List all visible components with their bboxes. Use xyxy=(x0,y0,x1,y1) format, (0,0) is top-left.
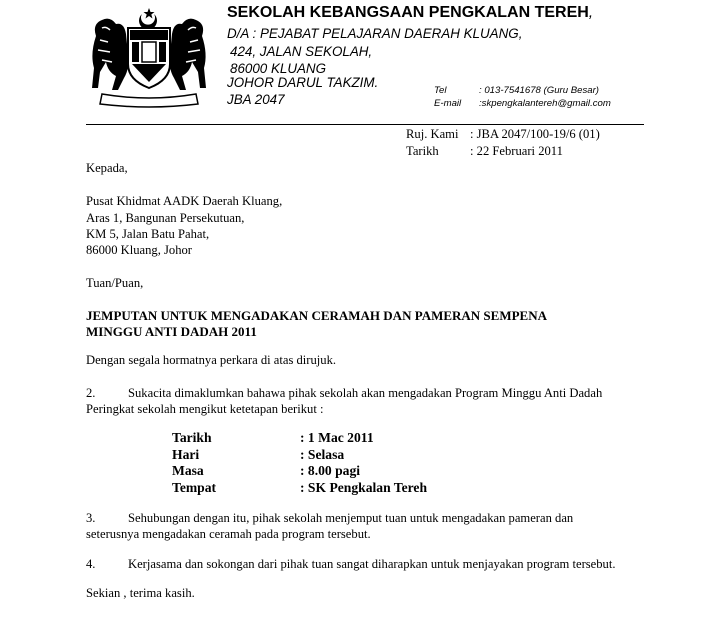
paragraph-2-line-1 xyxy=(86,386,602,401)
recipient-line-1: Pusat Khidmat AADK Daerah Kluang, xyxy=(86,194,283,208)
detail-label: Masa xyxy=(172,463,204,478)
paragraph-3-text-1: Sehubungan dengan itu, pihak sekolah menjemput tuan untuk mengadakan pameran dan xyxy=(128,511,574,525)
opening-sentence: Dengan segala hormatnya perkara di atas dirujuk. xyxy=(86,353,337,367)
reference-tarikh xyxy=(406,144,563,159)
kepada-label: Kepada, xyxy=(86,161,128,175)
tarikh-value: : 22 Februari 2011 xyxy=(470,144,563,158)
detail-row-masa xyxy=(172,463,360,479)
coat-of-arms-logo xyxy=(88,6,210,110)
email-label: E-mail xyxy=(434,98,462,109)
letterhead-address-line-3: 86000 KLUANG xyxy=(230,61,327,76)
email-value: :skpengkalantereh@gmail.com xyxy=(479,98,611,109)
paragraph-2-text-1: Sukacita dimaklumkan bahawa pihak sekolah akan mengadakan Program Minggu Anti Dadah xyxy=(128,386,603,400)
recipient-line-2: Aras 1, Bangunan Persekutuan, xyxy=(86,211,245,225)
school-name xyxy=(227,4,593,22)
tel-value: : 013-7541678 (Guru Besar) xyxy=(479,85,599,96)
recipient-line-4: 86000 Kluang, Johor xyxy=(86,243,192,257)
closing: Sekian , terima kasih. xyxy=(86,586,195,600)
detail-value: : Selasa xyxy=(300,447,345,462)
letterhead-address-line-2: 424, JALAN SEKOLAH, xyxy=(230,44,373,59)
paragraph-4-text-1: Kerjasama dan sokongan dari pihak tuan sangat diharapkan untuk menjayakan program tersebut. xyxy=(128,557,616,571)
school-name-comma: , xyxy=(588,4,594,21)
detail-value: : SK Pengkalan Tereh xyxy=(300,480,428,495)
letterhead-address-line-1: D/A : PEJABAT PELAJARAN DAERAH KLUANG, xyxy=(227,26,523,41)
greeting: Tuan/Puan, xyxy=(86,276,144,290)
reference-ruj xyxy=(406,127,600,142)
paragraph-2-line-2: Peringkat sekolah mengikut ketetapan berikut : xyxy=(86,402,324,416)
ruj-value: : JBA 2047/100-19/6 (01) xyxy=(470,127,600,141)
school-name-text: SEKOLAH KEBANGSAAN PENGKALAN TEREH xyxy=(227,4,589,21)
paragraph-2-number: 2. xyxy=(86,386,96,400)
paragraph-4-line-1 xyxy=(86,557,616,572)
detail-label: Tarikh xyxy=(172,430,212,445)
tel-line xyxy=(434,85,599,96)
recipient-line-3: KM 5, Jalan Batu Pahat, xyxy=(86,227,210,241)
detail-value: : 8.00 pagi xyxy=(300,463,361,478)
paragraph-3-line-2: seterusnya mengadakan ceramah pada program tersebut. xyxy=(86,527,371,541)
subject-line-2: MINGGU ANTI DADAH 2011 xyxy=(86,324,257,339)
email-line xyxy=(434,98,611,109)
tel-label: Tel xyxy=(434,85,447,96)
tarikh-label: Tarikh xyxy=(406,144,439,158)
paragraph-3-number: 3. xyxy=(86,511,96,525)
detail-value: : 1 Mac 2011 xyxy=(300,430,374,445)
detail-row-hari xyxy=(172,447,344,463)
letterhead-divider xyxy=(86,124,644,125)
letterhead-address-line-4: JOHOR DARUL TAKZIM. xyxy=(227,75,379,90)
paragraph-3-line-1 xyxy=(86,511,573,526)
ruj-label: Ruj. Kami xyxy=(406,127,459,141)
subject-line-1: JEMPUTAN UNTUK MENGADAKAN CERAMAH DAN PAMERAN SEMPENA xyxy=(86,308,547,323)
detail-label: Hari xyxy=(172,447,200,462)
detail-row-tarikh xyxy=(172,430,374,446)
detail-label: Tempat xyxy=(172,480,217,495)
letterhead-address-line-5: JBA 2047 xyxy=(227,92,285,107)
detail-row-tempat xyxy=(172,480,427,496)
paragraph-4-number: 4. xyxy=(86,557,96,571)
